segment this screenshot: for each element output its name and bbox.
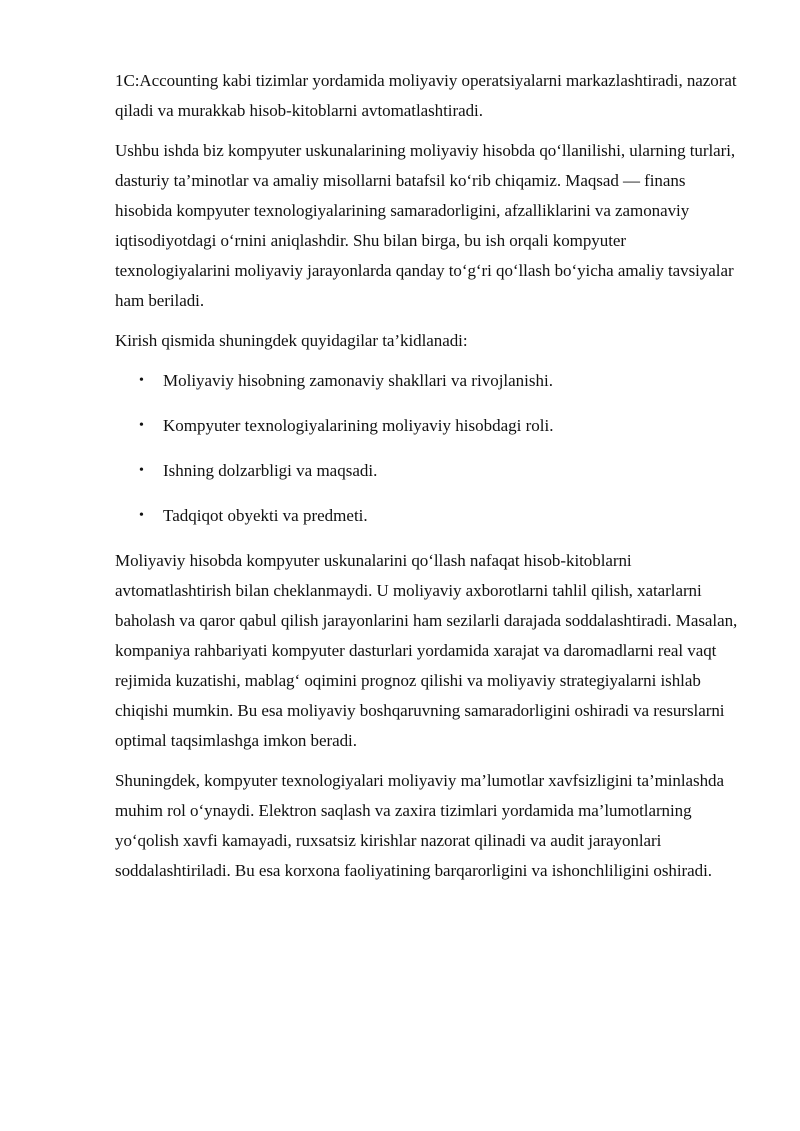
list-item-text: Tadqiqot obyekti va predmeti.	[163, 506, 368, 525]
paragraph-security: Shuningdek, kompyuter texnologiyalari moliyaviy ma’lumotlar xavfsizligini ta’minlashda muhim rol o‘ynaydi. Elektron saqlash va zaxira tizimlari yordamida ma’lumotlarning yo‘qolish xavfi kamayadi, ruxsatsiz kirishlar nazorat qilinadi va audit jarayonlari soddalashtiriladi. Bu esa korxona faoliyatining barqarorligini va ishonchliligini oshiradi.	[115, 771, 724, 880]
paragraph-introduction-lead: Kirish qismida shuningdek quyidagilar ta’kidlanadi:	[115, 331, 468, 350]
list-item	[115, 411, 745, 441]
list-item-text: Ishning dolzarbligi va maqsadi.	[163, 461, 378, 480]
bullet-icon: •	[139, 373, 144, 388]
bullet-list	[115, 366, 745, 531]
bullet-icon: •	[139, 463, 144, 478]
document-page	[115, 66, 745, 896]
list-item	[115, 366, 745, 396]
paragraph-purpose: Ushbu ishda biz kompyuter uskunalarining moliyaviy hisobda qo‘llanilishi, ularning turlari, dasturiy ta’minotlar va amaliy misollarni batafsil ko‘rib chiqamiz. Maqsad — finans hisobida kompyuter texnologiyalarining samaradorligini, afzalliklarini va zamonaviy iqtisodiyotdagi o‘rnini aniqlashdir. Shu bilan birga, bu ish orqali kompyuter texnologiyalarini moliyaviy jarayonlarda qanday to‘g‘ri qo‘llash bo‘yicha amaliy tavsiyalar ham beriladi.	[115, 141, 736, 310]
list-item-text: Kompyuter texnologiyalarining moliyaviy hisobdagi roli.	[163, 416, 554, 435]
paragraph-intro-continuation: 1C:Accounting kabi tizimlar yordamida moliyaviy operatsiyalarni markazlashtiradi, nazorat qiladi va murakkab hisob-kitoblarni avtomatlashtiradi.	[115, 71, 737, 120]
bullet-icon: •	[139, 418, 144, 433]
list-item	[115, 501, 745, 531]
list-item-text: Moliyaviy hisobning zamonaviy shakllari va rivojlanishi.	[163, 371, 553, 390]
bullet-icon: •	[139, 508, 144, 523]
paragraph-analysis: Moliyaviy hisobda kompyuter uskunalarini qo‘llash nafaqat hisob-kitoblarni avtomatlashtirish bilan cheklanmaydi. U moliyaviy axborotlarni tahlil qilish, xatarlarni baholash va qaror qabul qilish jarayonlarini ham sezilarli darajada soddalashtiradi. Masalan, kompaniya rahbariyati kompyuter dasturlari yordamida xarajat va daromadlarni real vaqt rejimida kuzatishi, mablag‘ oqimini prognoz qilishi va moliyaviy strategiyalarni ishlab chiqishi mumkin. Bu esa moliyaviy boshqaruvning samaradorligini oshiradi va resurslarni optimal taqsimlashga imkon beradi.	[115, 551, 738, 750]
list-item	[115, 456, 745, 486]
